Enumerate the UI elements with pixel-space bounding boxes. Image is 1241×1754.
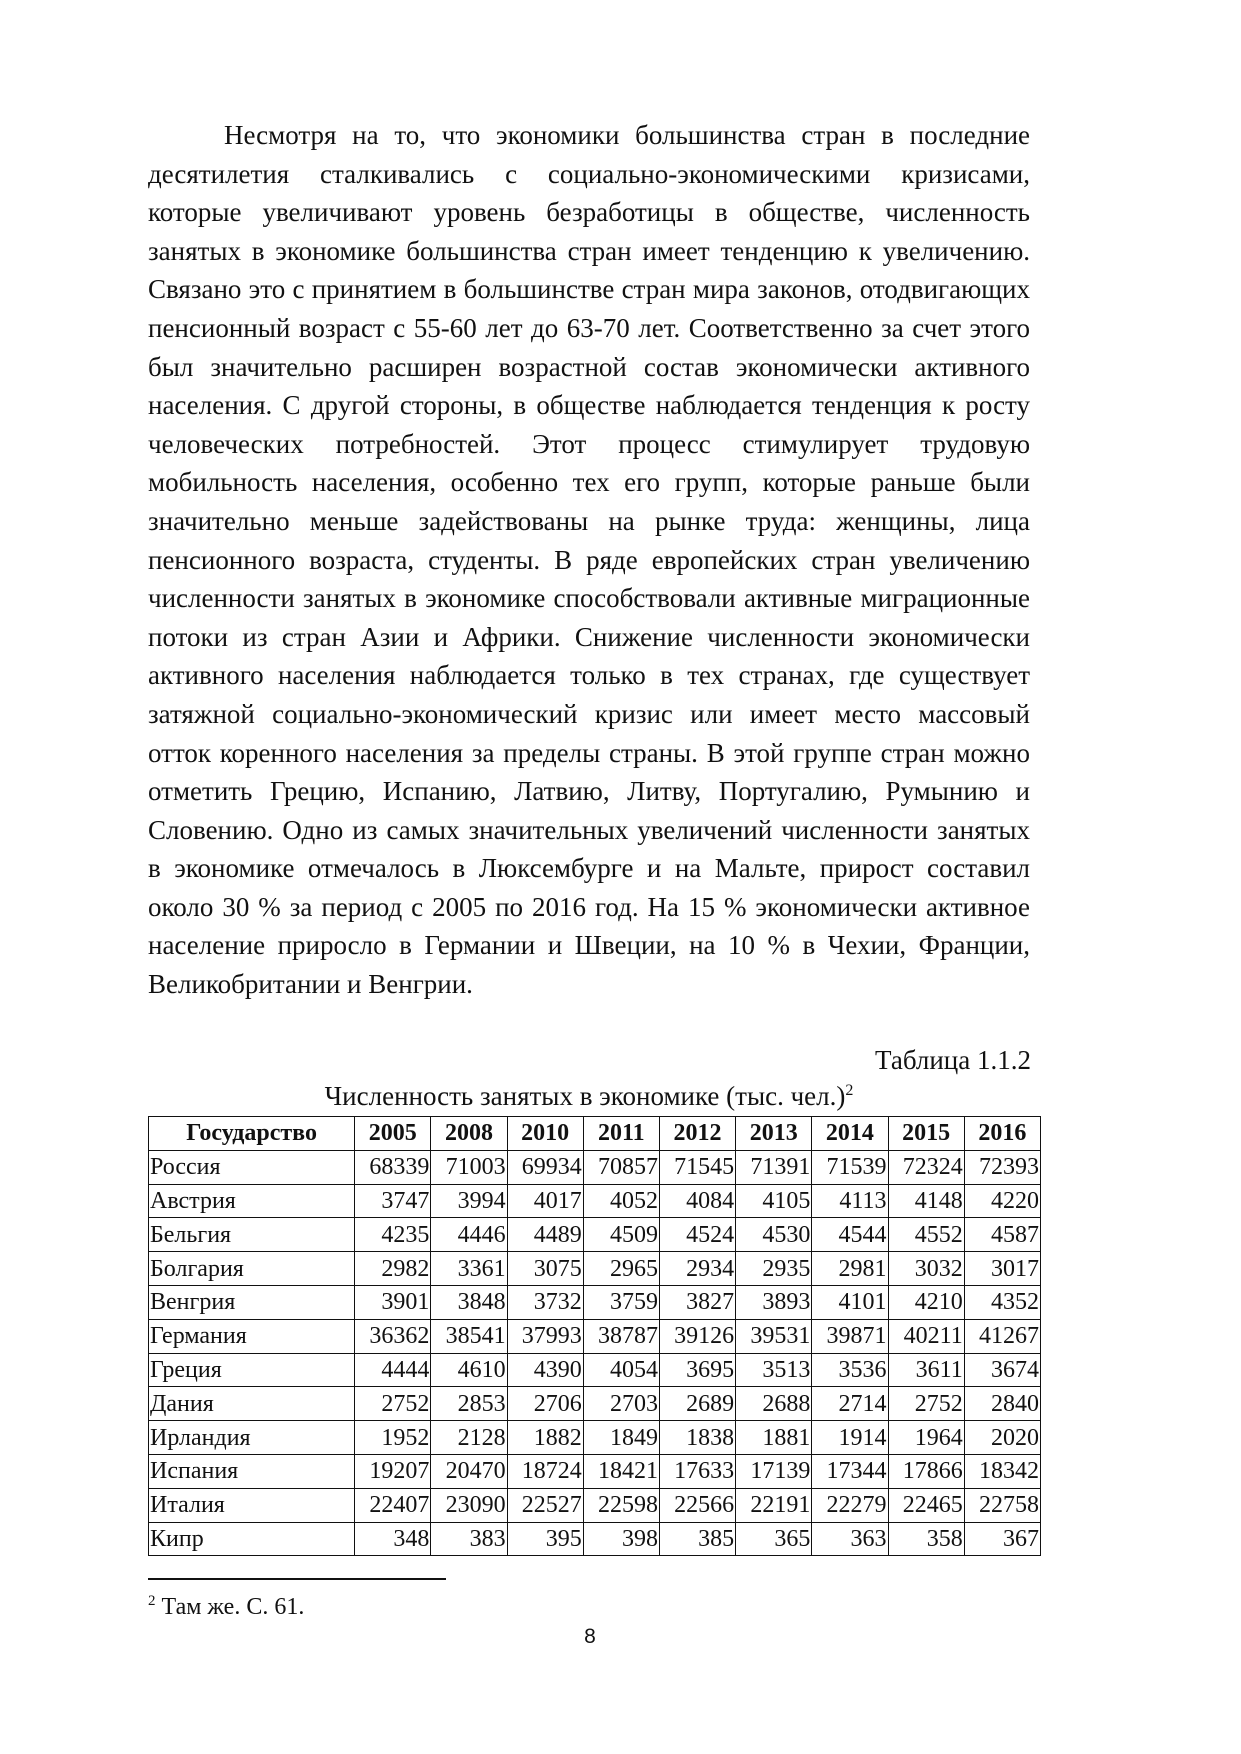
country-cell: Бельгия bbox=[149, 1218, 355, 1252]
value-cell: 18342 bbox=[964, 1454, 1040, 1488]
footnote-mark: 2 bbox=[148, 1593, 156, 1609]
value-cell: 71545 bbox=[659, 1150, 735, 1184]
value-cell: 20470 bbox=[431, 1454, 507, 1488]
value-cell: 4210 bbox=[888, 1285, 964, 1319]
value-cell: 4017 bbox=[507, 1184, 583, 1218]
table-number: Таблица 1.1.2 bbox=[875, 1045, 1031, 1075]
value-cell: 3017 bbox=[964, 1252, 1040, 1286]
value-cell: 2982 bbox=[355, 1252, 431, 1286]
value-cell: 4235 bbox=[355, 1218, 431, 1252]
table-row bbox=[149, 1522, 1041, 1556]
value-cell: 2752 bbox=[888, 1387, 964, 1421]
value-cell: 2981 bbox=[812, 1252, 888, 1286]
country-cell: Австрия bbox=[149, 1184, 355, 1218]
value-cell: 22191 bbox=[736, 1488, 812, 1522]
value-cell: 38541 bbox=[431, 1319, 507, 1353]
value-cell: 358 bbox=[888, 1522, 964, 1556]
value-cell: 3994 bbox=[431, 1184, 507, 1218]
value-cell: 4052 bbox=[583, 1184, 659, 1218]
value-cell: 2840 bbox=[964, 1387, 1040, 1421]
value-cell: 36362 bbox=[355, 1319, 431, 1353]
value-cell: 4552 bbox=[888, 1218, 964, 1252]
value-cell: 72324 bbox=[888, 1150, 964, 1184]
value-cell: 4352 bbox=[964, 1285, 1040, 1319]
table-row bbox=[149, 1218, 1041, 1252]
value-cell: 1914 bbox=[812, 1421, 888, 1455]
table-body bbox=[149, 1150, 1041, 1556]
value-cell: 1964 bbox=[888, 1421, 964, 1455]
value-cell: 71391 bbox=[736, 1150, 812, 1184]
country-cell: Германия bbox=[149, 1319, 355, 1353]
value-cell: 19207 bbox=[355, 1454, 431, 1488]
value-cell: 71003 bbox=[431, 1150, 507, 1184]
value-cell: 3032 bbox=[888, 1252, 964, 1286]
table-title-text: Численность занятых в экономике (тыс. чел.) bbox=[324, 1081, 846, 1111]
table-title bbox=[148, 1079, 1030, 1113]
value-cell: 365 bbox=[736, 1522, 812, 1556]
column-header-year: 2015 bbox=[888, 1117, 964, 1151]
table-row bbox=[149, 1421, 1041, 1455]
column-header-year: 2008 bbox=[431, 1117, 507, 1151]
table-row bbox=[149, 1454, 1041, 1488]
value-cell: 3536 bbox=[812, 1353, 888, 1387]
country-cell: Венгрия bbox=[149, 1285, 355, 1319]
value-cell: 2128 bbox=[431, 1421, 507, 1455]
value-cell: 22465 bbox=[888, 1488, 964, 1522]
value-cell: 3747 bbox=[355, 1184, 431, 1218]
table-row bbox=[149, 1319, 1041, 1353]
column-header-year: 2014 bbox=[812, 1117, 888, 1151]
page-number: 8 bbox=[584, 1625, 596, 1648]
value-cell: 3732 bbox=[507, 1285, 583, 1319]
value-cell: 3611 bbox=[888, 1353, 964, 1387]
value-cell: 17633 bbox=[659, 1454, 735, 1488]
value-cell: 4084 bbox=[659, 1184, 735, 1218]
value-cell: 2853 bbox=[431, 1387, 507, 1421]
value-cell: 385 bbox=[659, 1522, 735, 1556]
country-cell: Кипр bbox=[149, 1522, 355, 1556]
value-cell: 1882 bbox=[507, 1421, 583, 1455]
value-cell: 2714 bbox=[812, 1387, 888, 1421]
value-cell: 3759 bbox=[583, 1285, 659, 1319]
value-cell: 38787 bbox=[583, 1319, 659, 1353]
value-cell: 39871 bbox=[812, 1319, 888, 1353]
country-cell: Греция bbox=[149, 1353, 355, 1387]
value-cell: 4113 bbox=[812, 1184, 888, 1218]
value-cell: 2688 bbox=[736, 1387, 812, 1421]
table-row bbox=[149, 1150, 1041, 1184]
value-cell: 41267 bbox=[964, 1319, 1040, 1353]
value-cell: 22598 bbox=[583, 1488, 659, 1522]
value-cell: 4390 bbox=[507, 1353, 583, 1387]
value-cell: 3848 bbox=[431, 1285, 507, 1319]
value-cell: 70857 bbox=[583, 1150, 659, 1184]
value-cell: 4446 bbox=[431, 1218, 507, 1252]
value-cell: 4101 bbox=[812, 1285, 888, 1319]
value-cell: 4610 bbox=[431, 1353, 507, 1387]
value-cell: 18724 bbox=[507, 1454, 583, 1488]
value-cell: 3893 bbox=[736, 1285, 812, 1319]
country-cell: Испания bbox=[149, 1454, 355, 1488]
value-cell: 3674 bbox=[964, 1353, 1040, 1387]
country-cell: Дания bbox=[149, 1387, 355, 1421]
footnote-text: Там же. С. 61. bbox=[155, 1594, 305, 1620]
column-header-year: 2005 bbox=[355, 1117, 431, 1151]
value-cell: 23090 bbox=[431, 1488, 507, 1522]
table-row bbox=[149, 1285, 1041, 1319]
employment-table bbox=[148, 1116, 1041, 1556]
value-cell: 1881 bbox=[736, 1421, 812, 1455]
country-cell: Ирландия bbox=[149, 1421, 355, 1455]
column-header-year: 2013 bbox=[736, 1117, 812, 1151]
value-cell: 3513 bbox=[736, 1353, 812, 1387]
value-cell: 2020 bbox=[964, 1421, 1040, 1455]
value-cell: 4530 bbox=[736, 1218, 812, 1252]
table-title-footnote-mark: 2 bbox=[845, 1082, 854, 1099]
value-cell: 69934 bbox=[507, 1150, 583, 1184]
value-cell: 22407 bbox=[355, 1488, 431, 1522]
value-cell: 4524 bbox=[659, 1218, 735, 1252]
value-cell: 2965 bbox=[583, 1252, 659, 1286]
table-row bbox=[149, 1488, 1041, 1522]
value-cell: 3901 bbox=[355, 1285, 431, 1319]
value-cell: 1952 bbox=[355, 1421, 431, 1455]
body-paragraph: Несмотря на то, что экономики большинства стран в последние десятилетия сталкивались с социально-экономическими кризисами, которые увеличивают уровень безработицы в обществе, численность занятых в экономике большинства стран имеет тенденцию к увеличению. Связано это с принятием в большинстве стран мира законов, отодвигающих пенсионный возраст с 55-60 лет до 63-70 лет. Соответственно за счет этого был значительно расширен возрастной состав экономически активного населения. С другой стороны, в обществе наблюдается тенденция к росту человеческих потребностей. Этот процесс стимулирует трудовую мобильность населения, особенно тех его групп, которые раньше были значительно меньше задействованы на рынке труда: женщины, лица пенсионного возраста, студенты. В ряде европейских стран увеличению численности занятых в экономике способствовали активные миграционные потоки из стран Азии и Африки. Снижение численности экономически активного населения наблюдается только в тех странах, где существует затяжной социально-экономический кризис или имеет место массовый отток коренного населения за пределы страны. В этой группе стран можно отметить Грецию, Испанию, Латвию, Литву, Португалию, Румынию и Словению. Одно из самых значительных увеличений численности занятых в экономике отмечалось в Люксембурге и на Мальте, прирост составил около 30 % за период с 2005 по 2016 год. На 15 % экономически активное население приросло в Германии и Швеции, на 10 % в Чехии, Франции, Великобритании и Венгрии. bbox=[148, 120, 1030, 1000]
value-cell: 2706 bbox=[507, 1387, 583, 1421]
value-cell: 395 bbox=[507, 1522, 583, 1556]
value-cell: 17139 bbox=[736, 1454, 812, 1488]
value-cell: 2935 bbox=[736, 1252, 812, 1286]
value-cell: 4444 bbox=[355, 1353, 431, 1387]
value-cell: 2703 bbox=[583, 1387, 659, 1421]
value-cell: 2689 bbox=[659, 1387, 735, 1421]
value-cell: 22527 bbox=[507, 1488, 583, 1522]
country-cell: Болгария bbox=[149, 1252, 355, 1286]
value-cell: 18421 bbox=[583, 1454, 659, 1488]
value-cell: 22279 bbox=[812, 1488, 888, 1522]
column-header-year: 2011 bbox=[583, 1117, 659, 1151]
value-cell: 3075 bbox=[507, 1252, 583, 1286]
value-cell: 3361 bbox=[431, 1252, 507, 1286]
value-cell: 4489 bbox=[507, 1218, 583, 1252]
value-cell: 398 bbox=[583, 1522, 659, 1556]
country-cell: Россия bbox=[149, 1150, 355, 1184]
value-cell: 383 bbox=[431, 1522, 507, 1556]
value-cell: 17866 bbox=[888, 1454, 964, 1488]
table-row bbox=[149, 1387, 1041, 1421]
value-cell: 2752 bbox=[355, 1387, 431, 1421]
table-row bbox=[149, 1184, 1041, 1218]
value-cell: 4587 bbox=[964, 1218, 1040, 1252]
value-cell: 367 bbox=[964, 1522, 1040, 1556]
value-cell: 363 bbox=[812, 1522, 888, 1556]
table-row bbox=[149, 1252, 1041, 1286]
column-header-year: 2010 bbox=[507, 1117, 583, 1151]
value-cell: 68339 bbox=[355, 1150, 431, 1184]
value-cell: 348 bbox=[355, 1522, 431, 1556]
value-cell: 40211 bbox=[888, 1319, 964, 1353]
value-cell: 39126 bbox=[659, 1319, 735, 1353]
value-cell: 37993 bbox=[507, 1319, 583, 1353]
table-header-row bbox=[149, 1117, 1041, 1151]
value-cell: 3695 bbox=[659, 1353, 735, 1387]
value-cell: 71539 bbox=[812, 1150, 888, 1184]
value-cell: 4148 bbox=[888, 1184, 964, 1218]
column-header-year: 2012 bbox=[659, 1117, 735, 1151]
value-cell: 4054 bbox=[583, 1353, 659, 1387]
value-cell: 3827 bbox=[659, 1285, 735, 1319]
value-cell: 22758 bbox=[964, 1488, 1040, 1522]
country-cell: Италия bbox=[149, 1488, 355, 1522]
value-cell: 4509 bbox=[583, 1218, 659, 1252]
value-cell: 1838 bbox=[659, 1421, 735, 1455]
column-header-country: Государство bbox=[149, 1117, 355, 1151]
column-header-year: 2016 bbox=[964, 1117, 1040, 1151]
value-cell: 22566 bbox=[659, 1488, 735, 1522]
value-cell: 39531 bbox=[736, 1319, 812, 1353]
footnote-divider bbox=[148, 1578, 446, 1580]
value-cell: 4544 bbox=[812, 1218, 888, 1252]
value-cell: 2934 bbox=[659, 1252, 735, 1286]
value-cell: 72393 bbox=[964, 1150, 1040, 1184]
footnote bbox=[148, 1592, 304, 1622]
value-cell: 1849 bbox=[583, 1421, 659, 1455]
value-cell: 4220 bbox=[964, 1184, 1040, 1218]
value-cell: 4105 bbox=[736, 1184, 812, 1218]
value-cell: 17344 bbox=[812, 1454, 888, 1488]
table-row bbox=[149, 1353, 1041, 1387]
